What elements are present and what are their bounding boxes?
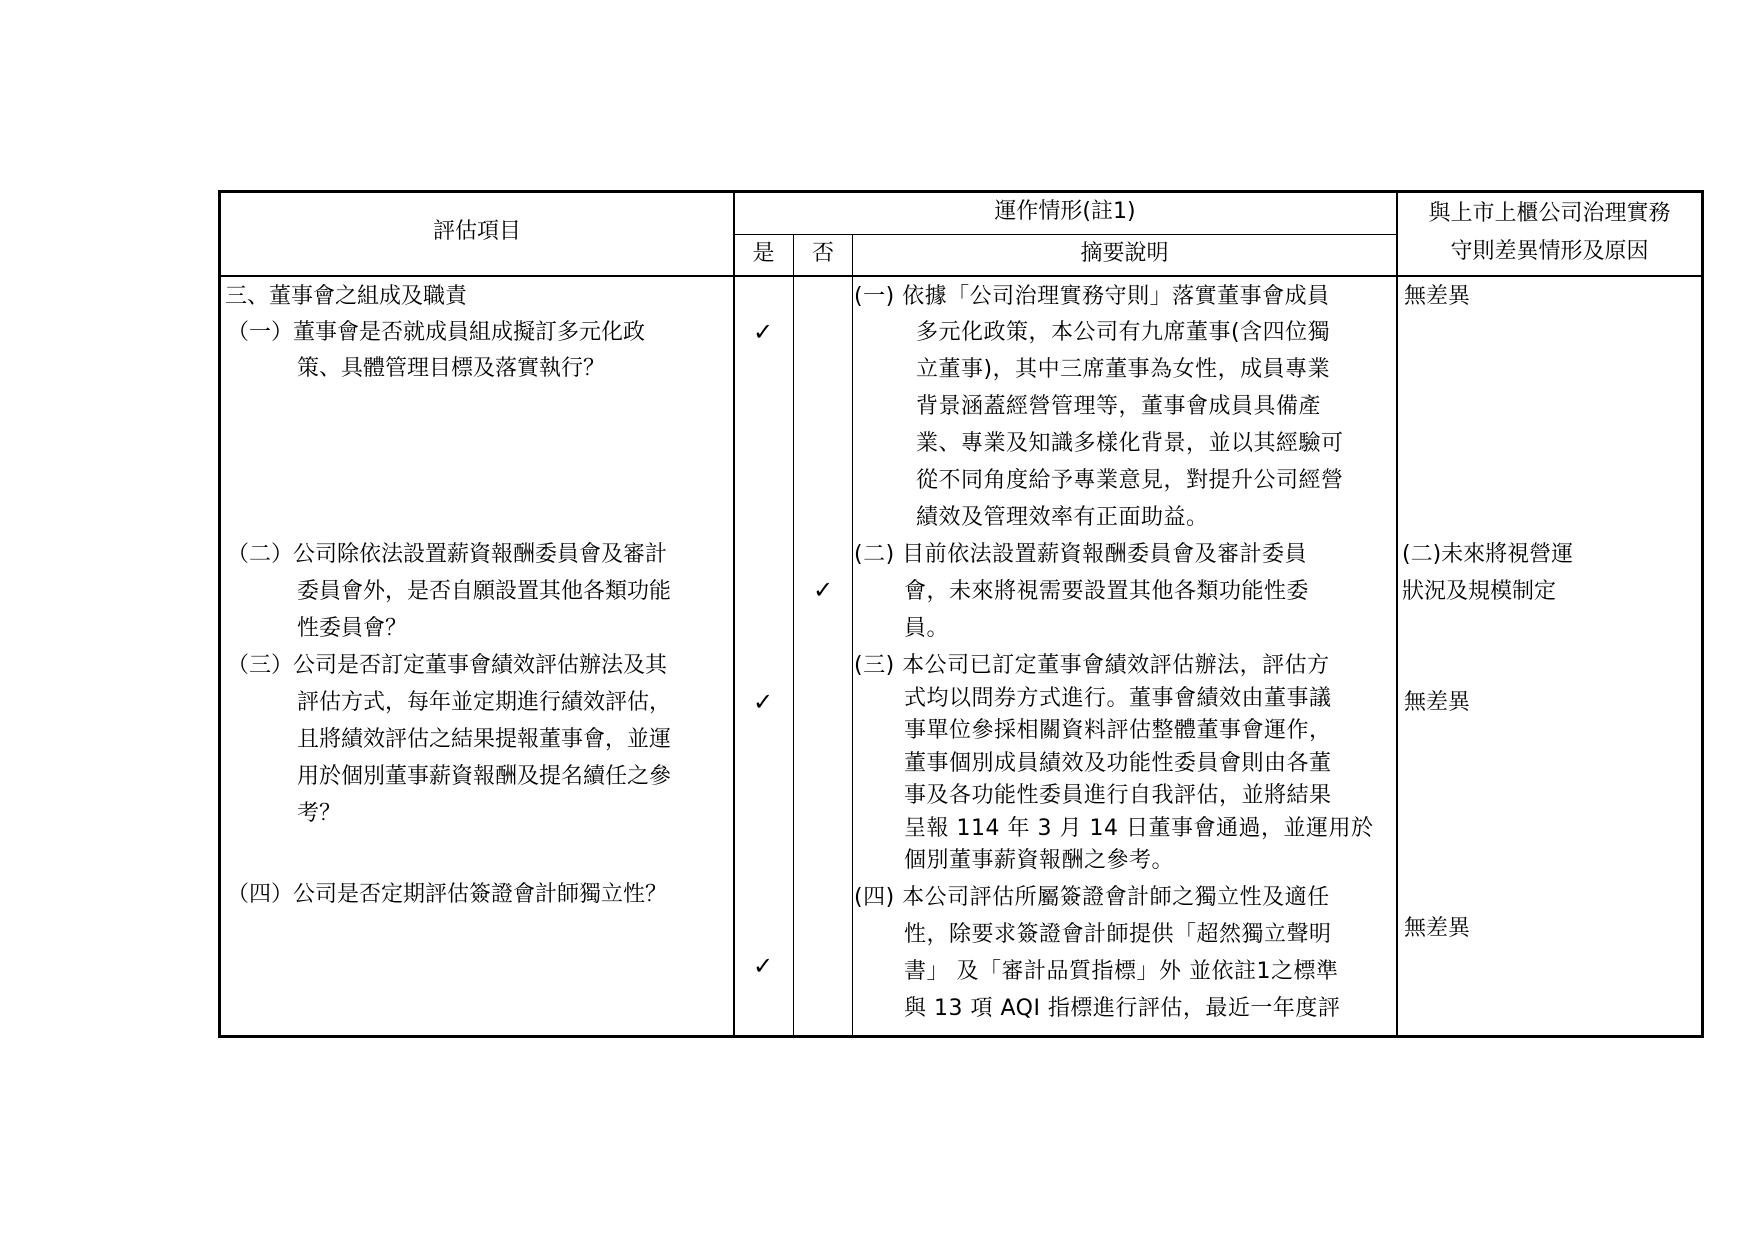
summary-line: (一) 依據「公司治理實務守則」落實董事會成員 bbox=[854, 284, 1330, 309]
diff-text: 無差異 bbox=[1404, 690, 1471, 715]
summary-line: 員。 bbox=[904, 616, 950, 641]
grid-line bbox=[734, 234, 1397, 235]
summary-line: 個別董事薪資報酬之參考。 bbox=[904, 848, 1175, 873]
summary-line: 多元化政策，本公司有九席董事(含四位獨 bbox=[916, 320, 1331, 345]
header-summary: 摘要說明 bbox=[1080, 241, 1169, 266]
diff-text: 無差異 bbox=[1404, 916, 1471, 941]
yes-check-mark: ✓ bbox=[752, 688, 774, 716]
summary-line: 式均以問券方式進行。董事會績效由董事議 bbox=[904, 686, 1332, 711]
summary-line: (二) 目前依法設置薪資報酬委員會及審計委員 bbox=[854, 542, 1308, 567]
summary-line: 立董事)，其中三席董事為女性，成員專業 bbox=[916, 357, 1331, 382]
grid-line bbox=[793, 235, 794, 1035]
section-title: 三、董事會之組成及職責 bbox=[225, 284, 468, 309]
summary-line: 性，除要求簽證會計師提供「超然獨立聲明 bbox=[904, 922, 1332, 947]
summary-line: (三) 本公司已訂定董事會績效評估辦法，評估方 bbox=[854, 653, 1330, 678]
governance-table bbox=[218, 190, 1704, 1038]
summary-line: 董事個別成員績效及功能性委員會則由各董 bbox=[904, 751, 1332, 776]
question-line: 用於個別董事薪資報酬及提名續任之參 bbox=[297, 764, 672, 789]
question-line: 考？ bbox=[297, 801, 342, 826]
grid-line bbox=[1396, 193, 1398, 1035]
header-operation: 運作情形(註1) bbox=[994, 199, 1136, 224]
summary-line: 會，未來將視需要設置其他各類功能性委 bbox=[904, 579, 1310, 604]
question-line: （四）公司是否定期評估簽證會計師獨立性？ bbox=[227, 882, 668, 907]
header-diff-line1: 與上市上櫃公司治理實務 bbox=[1428, 201, 1671, 226]
summary-line: 背景涵蓋經營管理等，董事會成員具備產 bbox=[916, 394, 1322, 419]
question-line: 且將績效評估之結果提報董事會，並運 bbox=[297, 727, 672, 752]
summary-line: 事及各功能性委員進行自我評估，並將結果 bbox=[904, 783, 1332, 808]
question-line: 性委員會？ bbox=[297, 616, 408, 641]
summary-line: 績效及管理效率有正面助益。 bbox=[916, 505, 1209, 530]
diff-text: 無差異 bbox=[1404, 284, 1471, 309]
summary-line: 書」 及「審計品質指標」外 並依註1之標準 bbox=[904, 959, 1339, 984]
grid-line bbox=[221, 275, 1701, 277]
question-line: （一）董事會是否就成員組成擬訂多元化政 bbox=[227, 320, 646, 345]
summary-line: 從不同角度給予專業意見，對提升公司經營 bbox=[916, 468, 1344, 493]
summary-line: 事單位參採相關資料評估整體董事會運作， bbox=[904, 718, 1332, 743]
header-no: 否 bbox=[811, 241, 834, 266]
diff-text: (二)未來將視營運 bbox=[1402, 542, 1574, 567]
question-line: （三）公司是否訂定董事會績效評估辦法及其 bbox=[227, 653, 668, 678]
yes-check-mark: ✓ bbox=[752, 318, 774, 346]
question-line: 評估方式，每年並定期進行績效評估， bbox=[297, 690, 672, 715]
summary-line: 呈報 114 年 3 月 14 日董事會通過，並運用於 bbox=[904, 816, 1374, 841]
question-line: 委員會外，是否自願設置其他各類功能 bbox=[297, 579, 672, 604]
header-diff-line2: 守則差異情形及原因 bbox=[1450, 239, 1649, 264]
no-check-mark: ✓ bbox=[812, 576, 834, 604]
diff-text: 狀況及規模制定 bbox=[1402, 579, 1557, 604]
yes-check-mark: ✓ bbox=[752, 952, 774, 980]
header-item: 評估項目 bbox=[432, 219, 521, 244]
header-yes: 是 bbox=[752, 241, 775, 266]
summary-line: 業、專業及知識多樣化背景，並以其經驗可 bbox=[916, 431, 1344, 456]
question-line: （二）公司除依法設置薪資報酬委員會及審計 bbox=[227, 542, 668, 567]
grid-line bbox=[852, 235, 853, 1035]
summary-line: (四) 本公司評估所屬簽證會計師之獨立性及適任 bbox=[854, 885, 1330, 910]
question-line: 策、具體管理目標及落實執行？ bbox=[297, 356, 606, 381]
summary-line: 與 13 項 AQI 指標進行評估，最近一年度評 bbox=[904, 996, 1341, 1021]
